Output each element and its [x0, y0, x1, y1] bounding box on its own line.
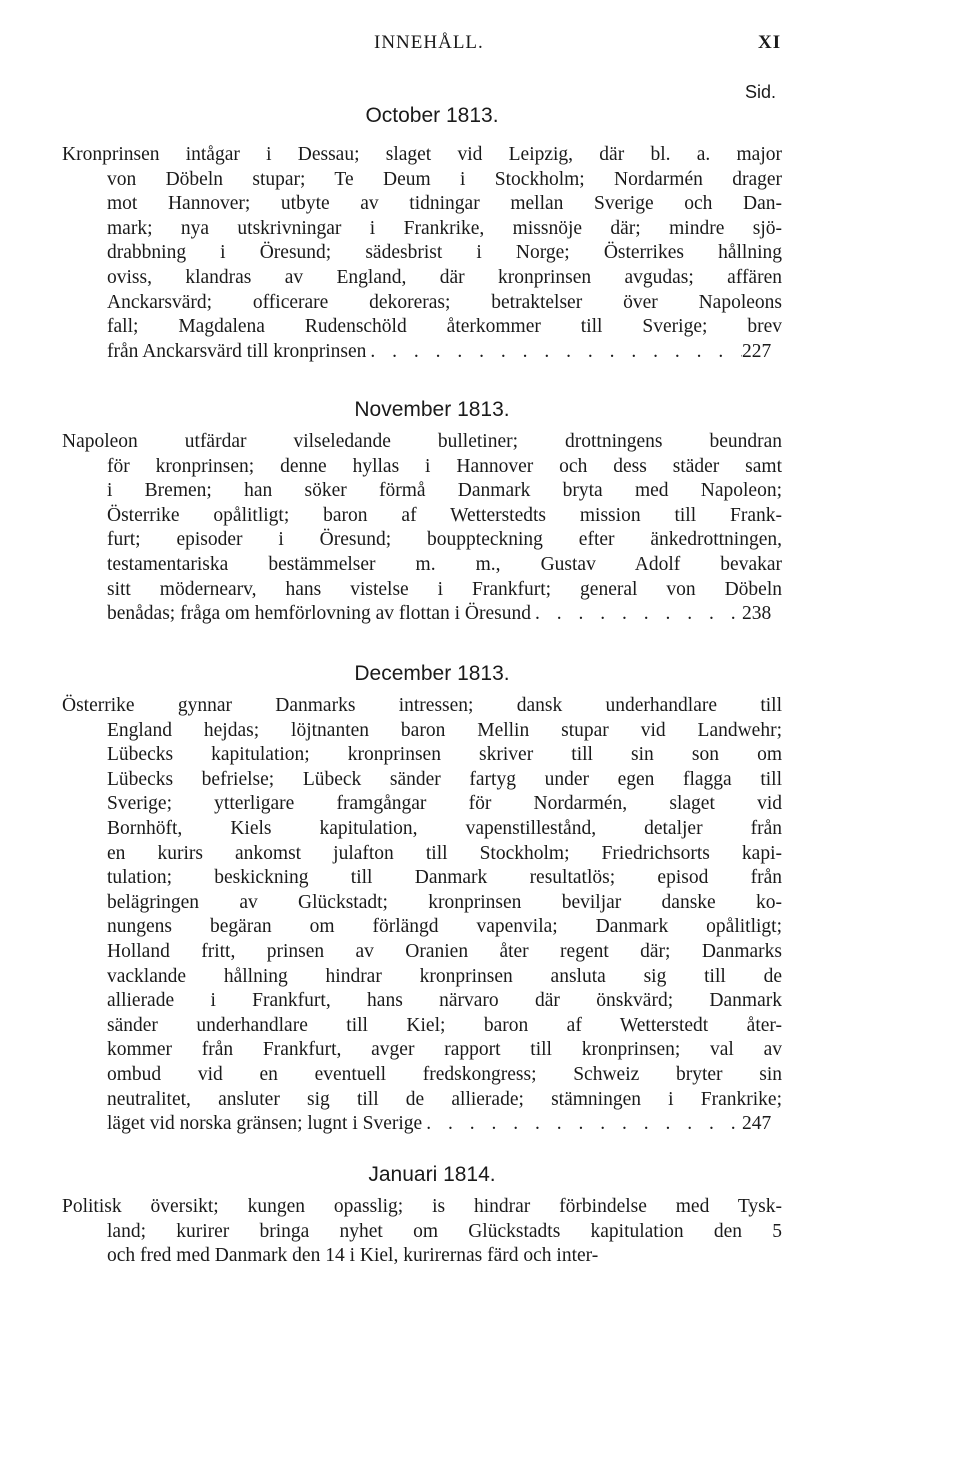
section-heading: December 1813. — [354, 662, 510, 685]
entry-line: Kronprinsen intågar i Dessau; slaget vid Leipzig, där bl. a. major — [62, 144, 782, 165]
entry-line: belägringen av Glückstadt; kronprinsen beviljar danske ko- — [107, 891, 782, 913]
entry-line: Lübecks kapitulation; kronprinsen skriver till sin son om — [107, 744, 782, 766]
entry-line: neutralitet, ansluter sig till de allierade; stämningen i Frankrike; — [107, 1088, 782, 1110]
entry-line: ombud vid en eventuell fredskongress; Schweiz bryter sin — [107, 1063, 782, 1085]
entry-line: furt; episoder i Öresund; bouppteckning efter änkedrottningen, — [107, 529, 782, 551]
entry-line: i Bremen; han söker förmå Danmark bryta med Napoleon; — [107, 480, 782, 502]
section-entry — [62, 143, 782, 364]
entry-line: tulation; beskickning till Danmark resultatlös; episod från — [107, 867, 782, 889]
entry-line: Österrike gynnar Danmarks intressen; dansk underhandlare till — [62, 695, 782, 716]
entry-line: en kurirs ankomst julafton till Stockholm; Friedrichsorts kapi- — [107, 842, 782, 864]
entry-line: testamentariska bestämmelser m. m., Gustav Adolf bevakar — [107, 553, 782, 575]
entry-line: fall; Magdalena Rudenschöld återkommer till Sverige; brev — [107, 316, 782, 338]
page-reference: 247 — [742, 1113, 772, 1135]
entry-line: drabbning i Öresund; sädesbrist i Norge; Österrikes hållning — [107, 242, 782, 264]
leader-dots — [531, 602, 742, 627]
entry-line: och fred med Danmark den 14 i Kiel, kurirernas färd och inter- — [107, 1245, 599, 1267]
entry-line: Politisk översikt; kungen opasslig; is hindrar förbindelse med Tysk- — [62, 1196, 782, 1217]
entry-line: Sverige; ytterligare framgångar för Nordarmén, slaget vid — [107, 793, 782, 815]
page-header — [0, 32, 960, 56]
entry-last-line — [62, 340, 782, 365]
entry-line: sitt mödernearv, hans vistelse i Frankfurt; general von Döbeln — [107, 578, 782, 600]
entry-line: Anckarsvärd; officerare dekoreras; betraktelser över Napoleons — [107, 291, 782, 313]
entry-line: nungens begäran om förlängd vapenvila; Danmark opålitligt; — [107, 916, 782, 938]
entry-line: oviss, klandras av England, där kronprinsen avgudas; affären — [107, 266, 782, 288]
entry-line: kommer från Frankfurt, avger rapport till kronprinsen; val av — [107, 1039, 782, 1061]
entry-line: allierade i Frankfurt, hans närvaro där önskvärd; Danmark — [107, 990, 782, 1012]
entry-line: sänder underhandlare till Kiel; baron af Wetterstedt åter- — [107, 1014, 782, 1036]
entry-line: för kronprinsen; denne hyllas i Hannover och dess städer samt — [107, 455, 782, 477]
leader-dots — [422, 1112, 742, 1137]
entry-line: mark; nya utskrivningar i Frankrike, missnöje där; mindre sjö- — [107, 217, 782, 239]
entry-line: Holland fritt, prinsen av Oranien åter regent där; Danmarks — [107, 940, 782, 962]
page-reference: 227 — [742, 340, 772, 362]
entry-last-line — [62, 602, 782, 627]
section-heading: Januari 1814. — [368, 1163, 496, 1186]
section-heading: November 1813. — [354, 398, 510, 421]
entry-line: land; kurirer bringa nyhet om Glückstadts kapitulation den 5 — [107, 1220, 782, 1242]
entry-line: Bornhöft, Kiels kapitulation, vapenstillestånd, detaljer från — [107, 817, 782, 839]
entry-line: Österrike opålitligt; baron af Wetterstedts mission till Frank- — [107, 504, 782, 526]
entry-last-line — [62, 1112, 782, 1137]
entry-line: Lübecks befrielse; Lübeck sänder fartyg under egen flagga till — [107, 768, 782, 790]
entry-line-text: från Anckarsvärd till kronprinsen — [107, 340, 367, 362]
entry-line: mot Hannover; utbyte av tidningar mellan Sverige och Dan- — [107, 193, 782, 215]
section-entry — [62, 1195, 782, 1269]
entry-line-text: läget vid norska gränsen; lugnt i Sverige — [107, 1113, 423, 1135]
entry-line: England hejdas; löjtnanten baron Mellin stupar vid Landwehr; — [107, 719, 782, 741]
entry-line: Napoleon utfärdar vilseledande bulletiner; drottningens beundran — [62, 431, 782, 452]
section-entry — [62, 430, 782, 627]
leader-dots — [366, 340, 742, 365]
section-entry — [62, 694, 782, 1137]
page-reference: 238 — [742, 603, 772, 625]
entry-line-text: benådas; fråga om hemförlovning av flottan i Öresund — [107, 603, 532, 625]
section-heading: October 1813. — [365, 104, 499, 127]
running-title: INNEHÅLL. — [374, 32, 484, 53]
page-number: XI — [758, 32, 782, 53]
entry-line: von Döbeln stupar; Te Deum i Stockholm; Nordarmén drager — [107, 168, 782, 190]
page-column-label: Sid. — [745, 82, 777, 102]
entry-line: vacklande hållning hindrar kronprinsen ansluta sig till de — [107, 965, 782, 987]
